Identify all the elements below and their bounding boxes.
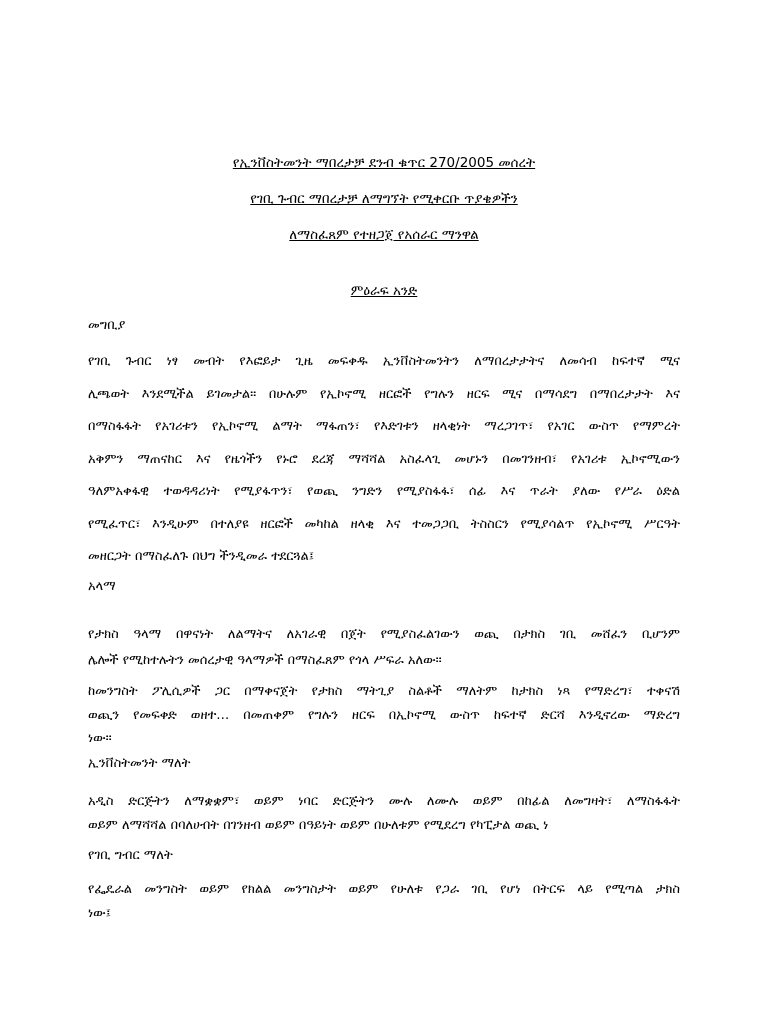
document-title-line-2: የገቢ ጉብር ማበረታቻ ለማግኘት የሚቀርቡ ጥያቄዎችን [250, 191, 518, 207]
goal-heading: አላማ [88, 579, 116, 594]
document-title-line-3: ለማስፈጸም የተዘጋጀ የአሰራር ማንዋል [289, 227, 479, 243]
income-tax-definition-paragraph [88, 878, 680, 926]
goal-line: ነው። [88, 731, 112, 746]
investment-definition-heading: ኢንቨስትመንት ማለት [88, 756, 191, 771]
income-tax-line: የፌዴራል መንግስት ወይም የክልል መንግስታት ወይም የሁለቱ የጋራ ገቢ የሆነ በትርፍ ላይ የሚጣል ታክስ [88, 882, 680, 897]
investment-line: አዲስ ድርጅትን ለማቋቋም፣ ወይም ነባር ድርጅትን ሙሉ ለሙሉ ወይም በከፊል ለመግዛት፣ ለማስፋፋት [88, 794, 680, 809]
intro-line: መዘርጋት በማስፈለጉ በህግ ችንዲመራ ተደርጓል፤ [88, 549, 315, 564]
goal-line: ሌሎች የሚከተሉትን መሰረታዊ ዓላማዎች በማስፈጸም የጎላ ሥፍራ አለው። [88, 653, 442, 668]
intro-line: የሚፈጥር፣ እንዲሁም በተለያዩ ዘርፎች መካከል ዘላቂ እና ተመጋጋቢ ትስስርን የሚያሳልጥ የኢኮኖሚ ሥርዓት [88, 516, 680, 532]
goal-paragraph-2 [88, 680, 680, 751]
intro-line: ሊጫወት እንደሚችል ይገመታል። በሁሉም የኢኮኖሚ ዘርፎች የግሉን ዘርፍ ሚና በማሳደግ በማበረታታት እና [88, 386, 680, 402]
intro-line: አቅምን ማጠናከር እና የዜጎችን የኑሮ ደረጃ ማሻሻል አስፈላጊ መሆኑን በመገንዘብ፣ የአገሪቱ ኢኮኖሚውን [88, 451, 680, 467]
document-title-line-1: የኢንቨስትመንት ማበረታቻ ደንብ ቁጥር 270/2005 መሰረት [232, 155, 536, 171]
investment-line: ወይም ለማሻሻል በባለሀብት በገንዘብ ወይም በዓይነት ወይም በሁለቱም የሚደረግ የካፒታል ወጪ ነ [88, 817, 549, 833]
chapter-heading: ምዕራፍ አንድ [350, 283, 418, 299]
income-tax-definition-heading: የገቢ ግብር ማለት [88, 848, 173, 863]
investment-definition-paragraph [88, 790, 680, 837]
goal-line: የታክስ ዓላማ በዋናነት ለልማትና ለአገራዊ በጀት የሚያስፈልገውን ወጪ በታክስ ገቢ መሸፈን ቢሆንም [88, 627, 680, 642]
goal-line: ወጪን የመፍቀድ ወዘተ… በመጠቀም የግሉን ዘርፍ በኢኮኖሚ ውስጥ ከፍተኛ ድርሻ እንዲኖረው ማድረግ [88, 707, 680, 723]
intro-line: በማስፋፋት የአገሪቱን የኢኮኖሚ ልማት ማፋጠን፣ የእድገቱን ዘላቂነት ማረጋገጥ፣ የአገር ውስጥ የማምረት [88, 419, 680, 434]
intro-paragraph [88, 346, 680, 574]
goal-paragraph-1 [88, 622, 680, 674]
intro-line: የገቢ ጉብር ነፃ መብት የእፎይታ ጊዜ መፍቀዱ ኢንቨስትመንትን ለማበረታታትና ለመሳብ ከፍተኛ ሚና [88, 354, 680, 369]
income-tax-line: ነው፤ [88, 906, 111, 921]
goal-line: ከመንግስት ፖሊሲዎች ጋር በማቀናጀት የታክስ ማትጊያ ስልቶች ማለትም ከታክስ ነጻ የማድረግ፣ ተቀናሽ [88, 684, 680, 699]
intro-heading: መግቢያ [88, 318, 126, 333]
intro-line: ዓለምአቀፋዊ ተወዳዳሪነት የሚያፋጥን፣ የወጪ ንግድን የሚያስፋፋ፣ ሰፊ እና ጥራት ያለው የሥራ ዕድል [88, 484, 680, 499]
